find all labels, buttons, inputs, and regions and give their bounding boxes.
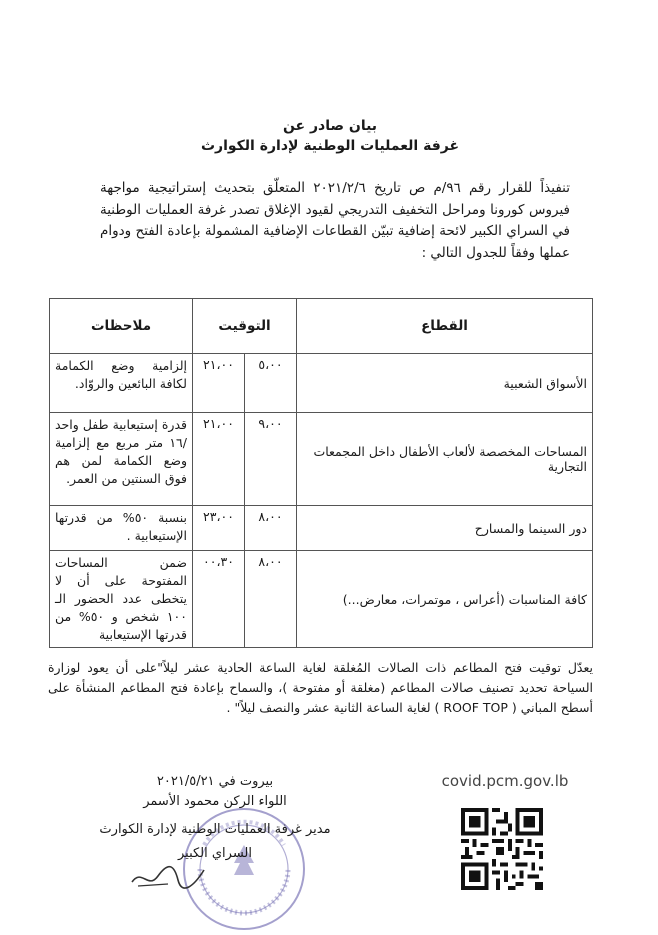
header-notes: ملاحظات <box>50 299 193 354</box>
table-row <box>50 354 593 413</box>
open-time-cell: ٨،٠٠ <box>245 506 297 551</box>
sector-cell: دور السينما والمسارح <box>297 506 593 551</box>
close-time-cell: ٢١،٠٠ <box>193 354 245 413</box>
sector-cell: كافة المناسبات (أعراس ، موتمرات، معارض...) <box>297 551 593 648</box>
sector-cell: المساحات المخصصة لألعاب الأطفال داخل المجمعات التجارية <box>297 413 593 506</box>
table-header-row <box>50 299 593 354</box>
note-cell: إلزامية وضع الكمامة لكافة البائعين والروّاد. <box>50 354 193 413</box>
footnote-paragraph: يعدّل توقيت فتح المطاعم ذات الصالات المُغلقة لغاية الساعة الحادية عشر ليلاً"على أن يعود لوزارة السياحة تحديد تصنيف صالات المطاعم (مغلقة أو مفتوحة )، والسماح بإعادة فتح المطاعم المنشأة على أسطح المباني ( ROOF TOP ) لغاية الساعة الثانية عشر والنصف ليلاً" . <box>48 660 593 715</box>
qr-code-icon <box>461 808 543 890</box>
note-cell: بنسبة ٥٠% من قدرتها الإستيعابية . <box>50 506 193 551</box>
table-row <box>50 551 593 648</box>
signatory-name: اللواء الركن محمود الأسمر <box>143 794 287 809</box>
website-link[interactable]: covid.pcm.gov.lb <box>441 772 569 790</box>
intro-paragraph: تنفيذاً للقرار رقم ٩٦/م ص تاريخ ٢٠٢١/٢/٦ المتعلّق بتحديث إستراتيجية مواجهة فيروس كورونا ومراحل التخفيف التدريجي لقيود الإغلاق تصدر غرفة العمليات الوطنية في السراي الكبير لائحة إضافية تبيّن القطاعات الإضافية المشمولة بإعادة الفتح ودوام عملها وفقاً للجدول التالي : <box>100 180 570 261</box>
close-time-cell: ٢١،٠٠ <box>193 413 245 506</box>
sectors-table <box>49 298 593 648</box>
open-time-cell: ٥،٠٠ <box>245 354 297 413</box>
header-timing: التوقيت <box>193 299 297 354</box>
close-time-cell: ٢٣،٠٠ <box>193 506 245 551</box>
signature-place: السراي الكبير <box>177 846 253 861</box>
open-time-cell: ٨،٠٠ <box>245 551 297 648</box>
table-row <box>50 506 593 551</box>
close-time-cell: ٠٠،٣٠ <box>193 551 245 648</box>
statement-title: بيان صادر عن <box>282 118 378 134</box>
note-cell: ضمن المساحات المفتوحة على أن لا يتخطى عدد الحضور الـ ١٠٠ شخص و ٥٠% من قدرتها الإستيعابية <box>50 551 193 648</box>
open-time-cell: ٩،٠٠ <box>245 413 297 506</box>
signature-date: بيروت في ٢٠٢١/٥/٢١ <box>156 774 274 789</box>
header-sector: القطاع <box>297 299 593 354</box>
signatory-title: مدير غرفة العمليات الوطنية لإدارة الكوارث <box>99 822 331 837</box>
sector-cell: الأسواق الشعبية <box>297 354 593 413</box>
note-cell: قدرة إستيعابية طفل واحد /١٦ متر مربع مع إلزامية وضع الكمامة لمن هم فوق السنتين من العمر. <box>50 413 193 506</box>
signature-scribble-icon <box>128 856 208 896</box>
table-row <box>50 413 593 506</box>
issuer-title: غرفة العمليات الوطنية لإدارة الكوارث <box>200 138 460 154</box>
